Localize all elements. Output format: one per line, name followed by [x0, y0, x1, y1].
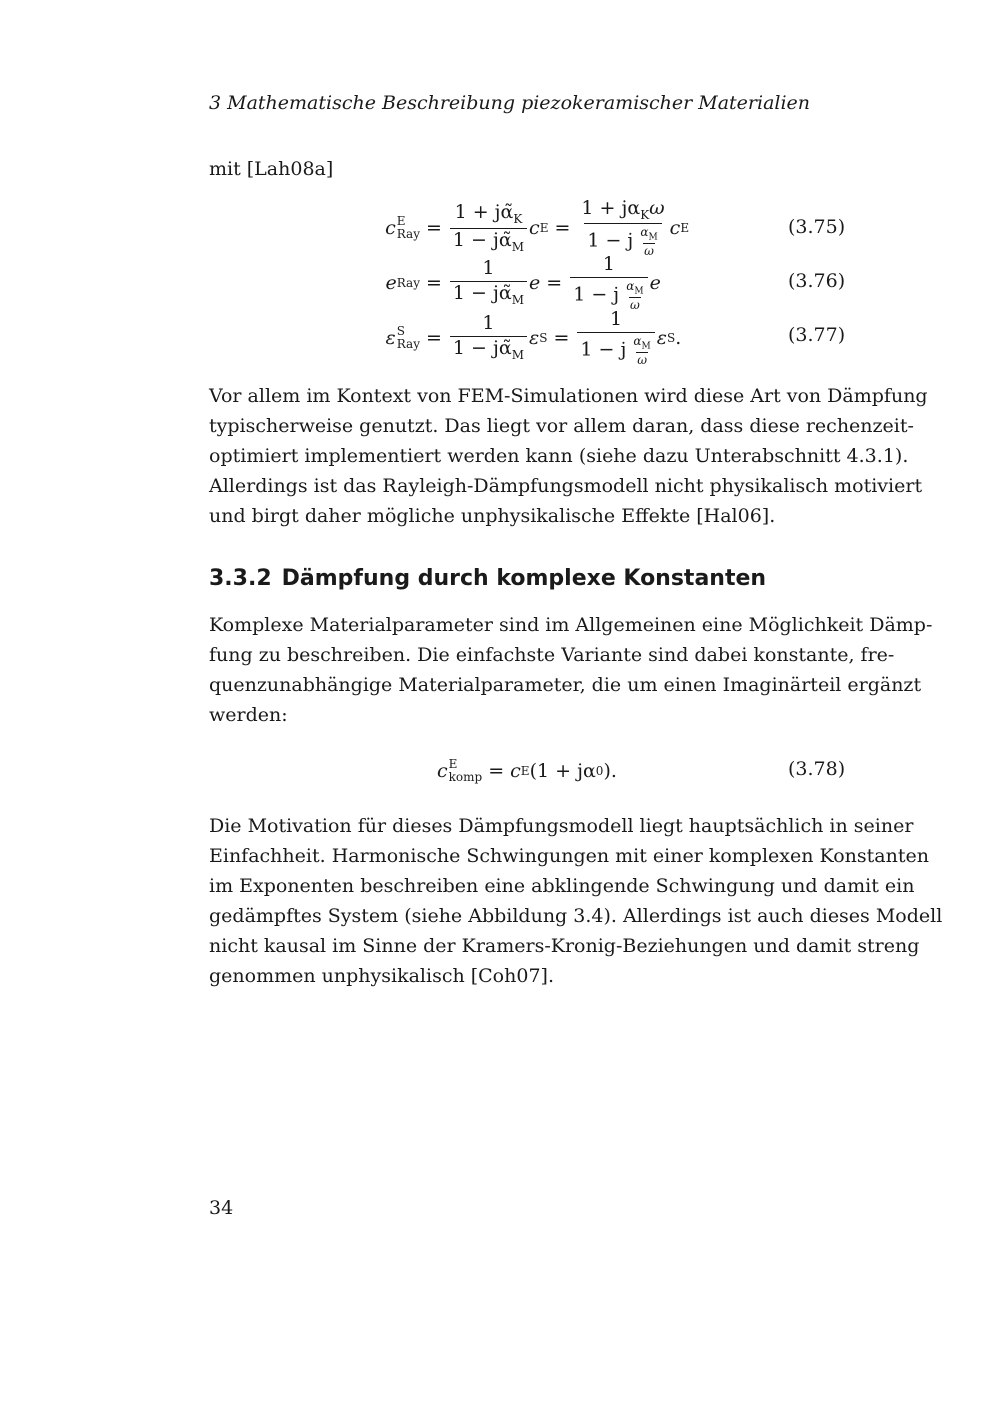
fraction: $\frac{1}{1 - j\alphã_M}$	[450, 259, 527, 306]
paragraph-rayleigh: Vor allem im Kontext von FEM-Simulationen wird diese Art von Dämpfung typischerweise genutzt. Das liegt vor allem daran, dass diese rechenzeit- optimiert implementiert werden kann (siehe dazu Unterabschnitt 4.3.1). Allerdings ist das Rayleigh-Dämpfungsmodell nicht physikalisch motiviert und birgt daher mögliche unphysikalische Effekte [Hal06].	[209, 385, 928, 527]
fraction: $\frac{1 + j\alphã_K}{1 - j\alphã_M}$	[450, 203, 527, 253]
intro-text: mit [Lah08a]	[209, 158, 334, 180]
equation-number: (3.77)	[788, 324, 846, 346]
equation-number: (3.75)	[788, 216, 846, 238]
fraction: 1 1 − j $\frac{\alpha_M}{\omega}$	[577, 310, 654, 366]
equation-number: (3.76)	[788, 270, 846, 292]
section-heading: 3.3.2 Dämpfung durch komplexe Konstanten	[209, 566, 767, 591]
equation-3-75: c E Ray = $\frac{1 + j\alphã_K}{1 - j\alphã_M}$ c E = $1 + j\alpha_K\omega$ 1 − j $\frac{\alpha_M}{\omega}$ c E	[385, 196, 690, 259]
fraction: $1 + j\alpha_K\omega$ 1 − j $\frac{\alpha_M}{\omega}$	[581, 196, 665, 259]
equation-3-77: ε S Ray = $\frac{1}{1 - j\alphã_M}$ ε S = 1 1 − j $\frac{\alpha_M}{\omega}$ ε S .	[385, 307, 682, 368]
paragraph-complex-parameters: Komplexe Materialparameter sind im Allgemeinen eine Möglichkeit Dämp- fung zu beschreiben. Die einfachste Variante sind dabei konstante, fre- quenzunabhängige Materialparameter, die um einen Imaginärteil ergänzt werden:	[209, 614, 933, 726]
paragraph-motivation: Die Motivation für dieses Dämpfungsmodell liegt hauptsächlich in seiner Einfachheit. Harmonische Schwingungen mit einer komplexen Konstanten im Exponenten beschreiben eine abklingende Schwingung und damit ein gedämpftes System (siehe Abbildung 3.4). Allerdings ist auch dieses Modell nicht kausal im Sinne der Kramers-Kronig-Beziehungen und damit streng genommen unphysikalisch [Coh07].	[209, 815, 943, 987]
page-number: 34	[209, 1197, 234, 1219]
fraction: $\frac{1}{1 - j\alphã_M}$	[450, 314, 527, 361]
fraction: 1 1 − j $\frac{\alpha_M}{\omega}$	[570, 255, 647, 311]
equation-number: (3.78)	[788, 758, 846, 780]
equation-3-76: e Ray = $\frac{1}{1 - j\alphã_M}$ e = 1 1 − j $\frac{\alpha_M}{\omega}$ e	[385, 252, 661, 313]
equation-3-78: c E komp = c E (1 + jα 0 ).	[437, 756, 617, 784]
running-head: 3 Mathematische Beschreibung piezokeramischer Materialien	[209, 92, 811, 114]
